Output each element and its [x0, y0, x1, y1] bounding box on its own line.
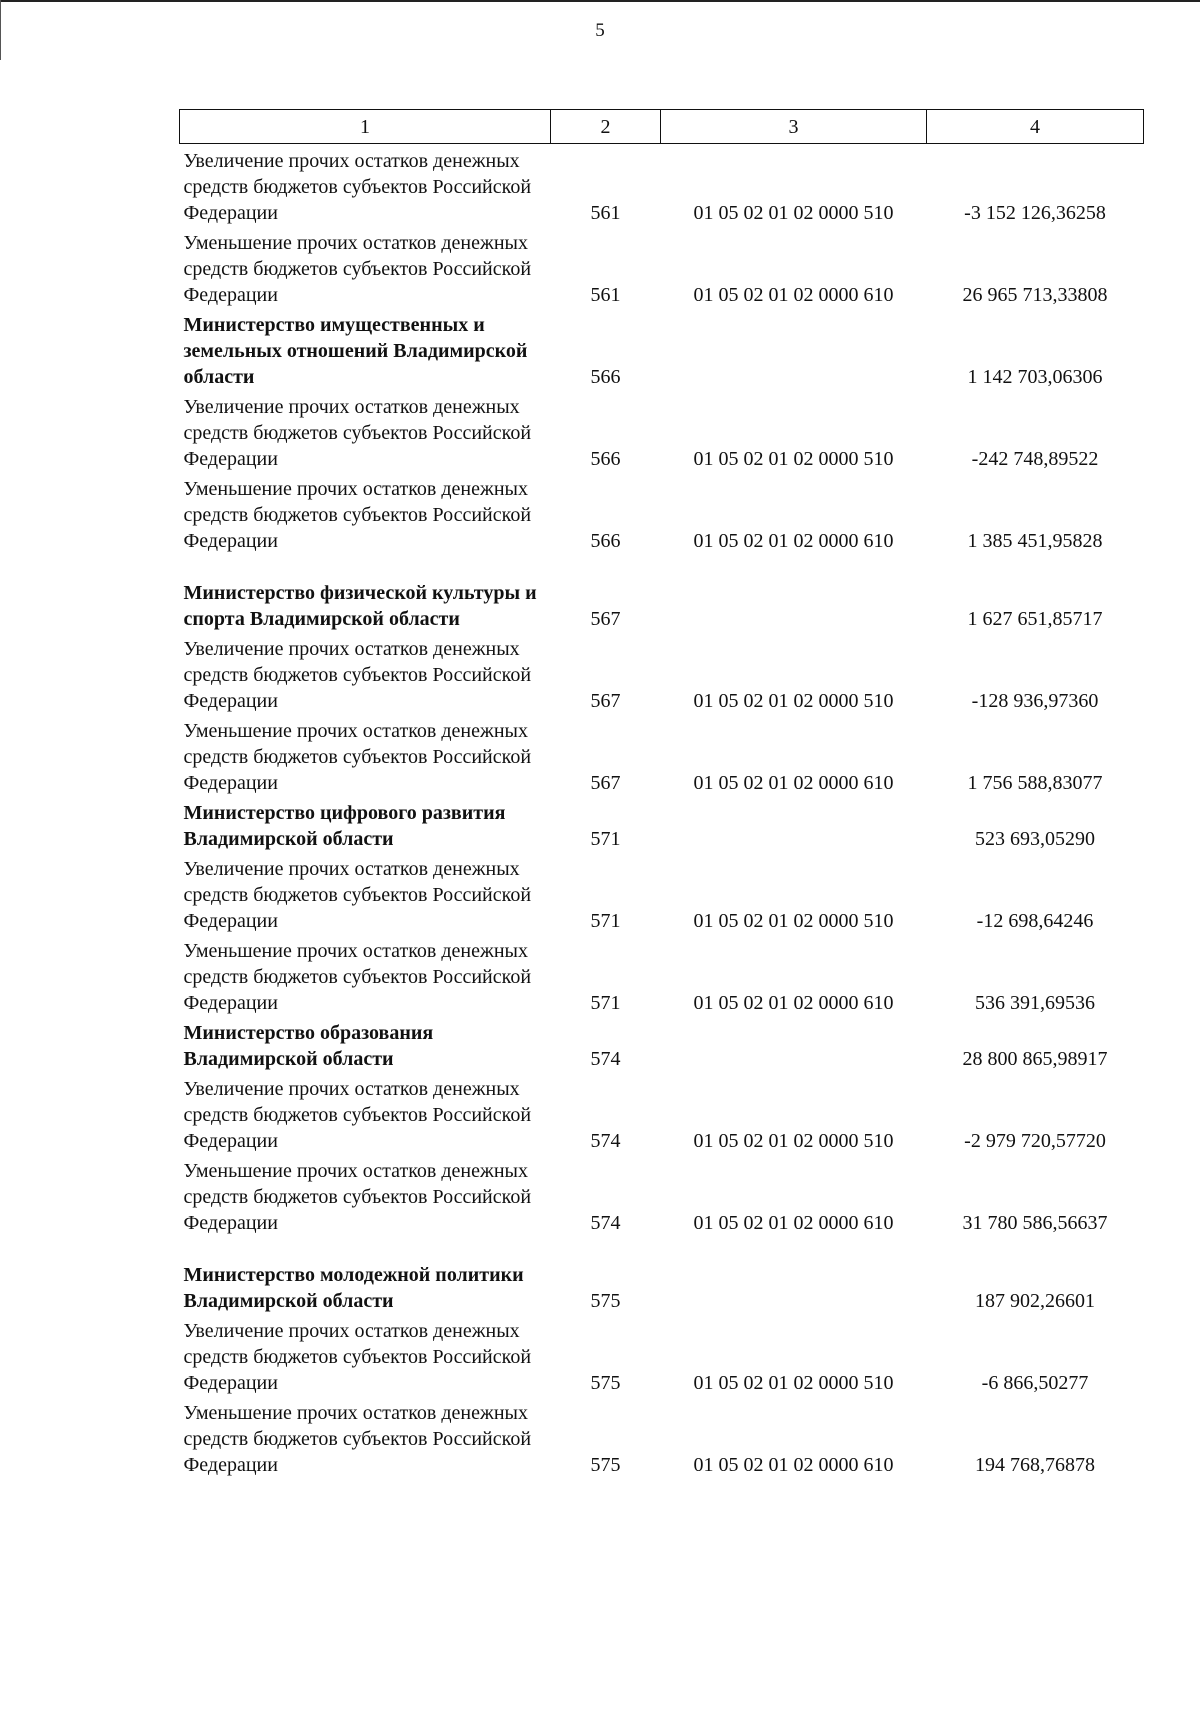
row-budget-code-cell	[661, 800, 927, 856]
row-admin-code-cell: 571	[590, 910, 621, 932]
row-name-cell: Министерство молодежной политики Владимирской области	[183, 1264, 524, 1312]
row-budget-code-cell: 01 05 02 01 02 0000 610	[693, 772, 894, 794]
row-admin-code-cell: 566	[590, 530, 621, 552]
row-budget-code-cell: 01 05 02 01 02 0000 610	[693, 1454, 894, 1476]
row-admin-code-cell: 561	[590, 284, 621, 306]
top-border-line	[0, 0, 1200, 2]
row-name-cell: Увеличение прочих остатков денежных средств бюджетов субъектов Российской Федерации	[183, 396, 532, 470]
row-name-cell: Увеличение прочих остатков денежных средств бюджетов субъектов Российской Федерации	[183, 1078, 532, 1152]
row-budget-code-cell: 01 05 02 01 02 0000 610	[693, 1212, 894, 1234]
row-budget-code-cell: 01 05 02 01 02 0000 610	[693, 992, 894, 1014]
row-amount-cell: 26 965 713,33808	[962, 284, 1108, 306]
row-admin-code-cell: 567	[590, 608, 621, 630]
row-amount-cell: 28 800 865,98917	[962, 1048, 1108, 1070]
header-col-3: 3	[661, 110, 927, 144]
header-col-4: 4	[927, 110, 1144, 144]
table-row	[180, 1318, 1144, 1400]
row-amount-cell: 31 780 586,56637	[962, 1212, 1108, 1234]
row-budget-code-cell	[661, 1240, 927, 1318]
row-amount-cell: 1 756 588,83077	[967, 772, 1103, 794]
row-budget-code-cell	[661, 558, 927, 636]
row-amount-cell: 194 768,76878	[975, 1454, 1095, 1476]
row-budget-code-cell: 01 05 02 01 02 0000 510	[693, 910, 894, 932]
row-amount-cell: 187 902,26601	[975, 1290, 1095, 1312]
row-amount-cell: -242 748,89522	[971, 448, 1099, 470]
row-name-cell: Увеличение прочих остатков денежных средств бюджетов субъектов Российской Федерации	[183, 1320, 532, 1394]
row-budget-code-cell: 01 05 02 01 02 0000 610	[693, 530, 894, 552]
row-name-cell: Уменьшение прочих остатков денежных средств бюджетов субъектов Российской Федерации	[183, 232, 532, 306]
row-admin-code-cell: 571	[590, 828, 621, 850]
table-row	[180, 938, 1144, 1020]
table-row	[180, 718, 1144, 800]
table-row	[180, 394, 1144, 476]
row-name-cell: Уменьшение прочих остатков денежных средств бюджетов субъектов Российской Федерации	[183, 1402, 532, 1476]
row-name-cell: Министерство цифрового развития Владимирской области	[183, 802, 506, 850]
row-budget-code-cell	[661, 1020, 927, 1076]
row-admin-code-cell: 567	[590, 772, 621, 794]
row-admin-code-cell: 574	[590, 1212, 621, 1234]
table-body	[180, 144, 1144, 1483]
row-amount-cell: 1 142 703,06306	[967, 366, 1103, 388]
row-name-cell: Министерство образования Владимирской области	[183, 1022, 434, 1070]
budget-sources-table	[179, 109, 1144, 1482]
row-admin-code-cell: 575	[590, 1372, 621, 1394]
row-admin-code-cell: 571	[590, 992, 621, 1014]
row-name-cell: Увеличение прочих остатков денежных средств бюджетов субъектов Российской Федерации	[183, 150, 532, 224]
table-row	[180, 1400, 1144, 1482]
ministry-row	[180, 1240, 1144, 1318]
row-budget-code-cell: 01 05 02 01 02 0000 510	[693, 1130, 894, 1152]
row-name-cell: Уменьшение прочих остатков денежных средств бюджетов субъектов Российской Федерации	[183, 720, 532, 794]
row-name-cell: Увеличение прочих остатков денежных средств бюджетов субъектов Российской Федерации	[183, 858, 532, 932]
row-budget-code-cell: 01 05 02 01 02 0000 510	[693, 202, 894, 224]
row-admin-code-cell: 574	[590, 1130, 621, 1152]
row-amount-cell: 523 693,05290	[975, 828, 1095, 850]
header-col-2: 2	[551, 110, 661, 144]
row-amount-cell: -6 866,50277	[981, 1372, 1089, 1394]
table-row	[180, 144, 1144, 231]
row-name-cell: Уменьшение прочих остатков денежных средств бюджетов субъектов Российской Федерации	[183, 478, 532, 552]
row-amount-cell: -128 936,97360	[971, 690, 1099, 712]
row-name-cell: Уменьшение прочих остатков денежных средств бюджетов субъектов Российской Федерации	[183, 940, 532, 1014]
budget-table-container	[179, 109, 1143, 1482]
row-budget-code-cell: 01 05 02 01 02 0000 610	[693, 284, 894, 306]
row-admin-code-cell: 561	[590, 202, 621, 224]
row-budget-code-cell: 01 05 02 01 02 0000 510	[693, 448, 894, 470]
table-row	[180, 1076, 1144, 1158]
table-row	[180, 1158, 1144, 1240]
row-amount-cell: -3 152 126,36258	[964, 202, 1106, 224]
row-admin-code-cell: 575	[590, 1454, 621, 1476]
row-amount-cell: 1 385 451,95828	[967, 530, 1103, 552]
table-row	[180, 636, 1144, 718]
page-number: 5	[595, 20, 605, 41]
row-name-cell: Увеличение прочих остатков денежных средств бюджетов субъектов Российской Федерации	[183, 638, 532, 712]
ministry-row	[180, 1020, 1144, 1076]
row-budget-code-cell: 01 05 02 01 02 0000 510	[693, 690, 894, 712]
row-admin-code-cell: 574	[590, 1048, 621, 1070]
row-amount-cell: 536 391,69536	[975, 992, 1095, 1014]
row-admin-code-cell: 566	[590, 448, 621, 470]
row-budget-code-cell	[661, 312, 927, 394]
ministry-row	[180, 312, 1144, 394]
row-amount-cell: 1 627 651,85717	[967, 608, 1103, 630]
ministry-row	[180, 800, 1144, 856]
row-amount-cell: -2 979 720,57720	[964, 1130, 1106, 1152]
table-row	[180, 476, 1144, 558]
ministry-row	[180, 558, 1144, 636]
row-admin-code-cell: 566	[590, 366, 621, 388]
row-amount-cell: -12 698,64246	[976, 910, 1094, 932]
header-row	[180, 110, 1144, 144]
row-admin-code-cell: 567	[590, 690, 621, 712]
row-admin-code-cell: 575	[590, 1290, 621, 1312]
row-budget-code-cell: 01 05 02 01 02 0000 510	[693, 1372, 894, 1394]
table-row	[180, 230, 1144, 312]
header-col-1: 1	[180, 110, 551, 144]
table-header	[180, 110, 1144, 144]
row-name-cell: Министерство физической культуры и спорта Владимирской области	[183, 582, 537, 630]
row-name-cell: Уменьшение прочих остатков денежных средств бюджетов субъектов Российской Федерации	[183, 1160, 532, 1234]
row-name-cell: Министерство имущественных и земельных отношений Владимирской области	[183, 314, 528, 388]
table-row	[180, 856, 1144, 938]
